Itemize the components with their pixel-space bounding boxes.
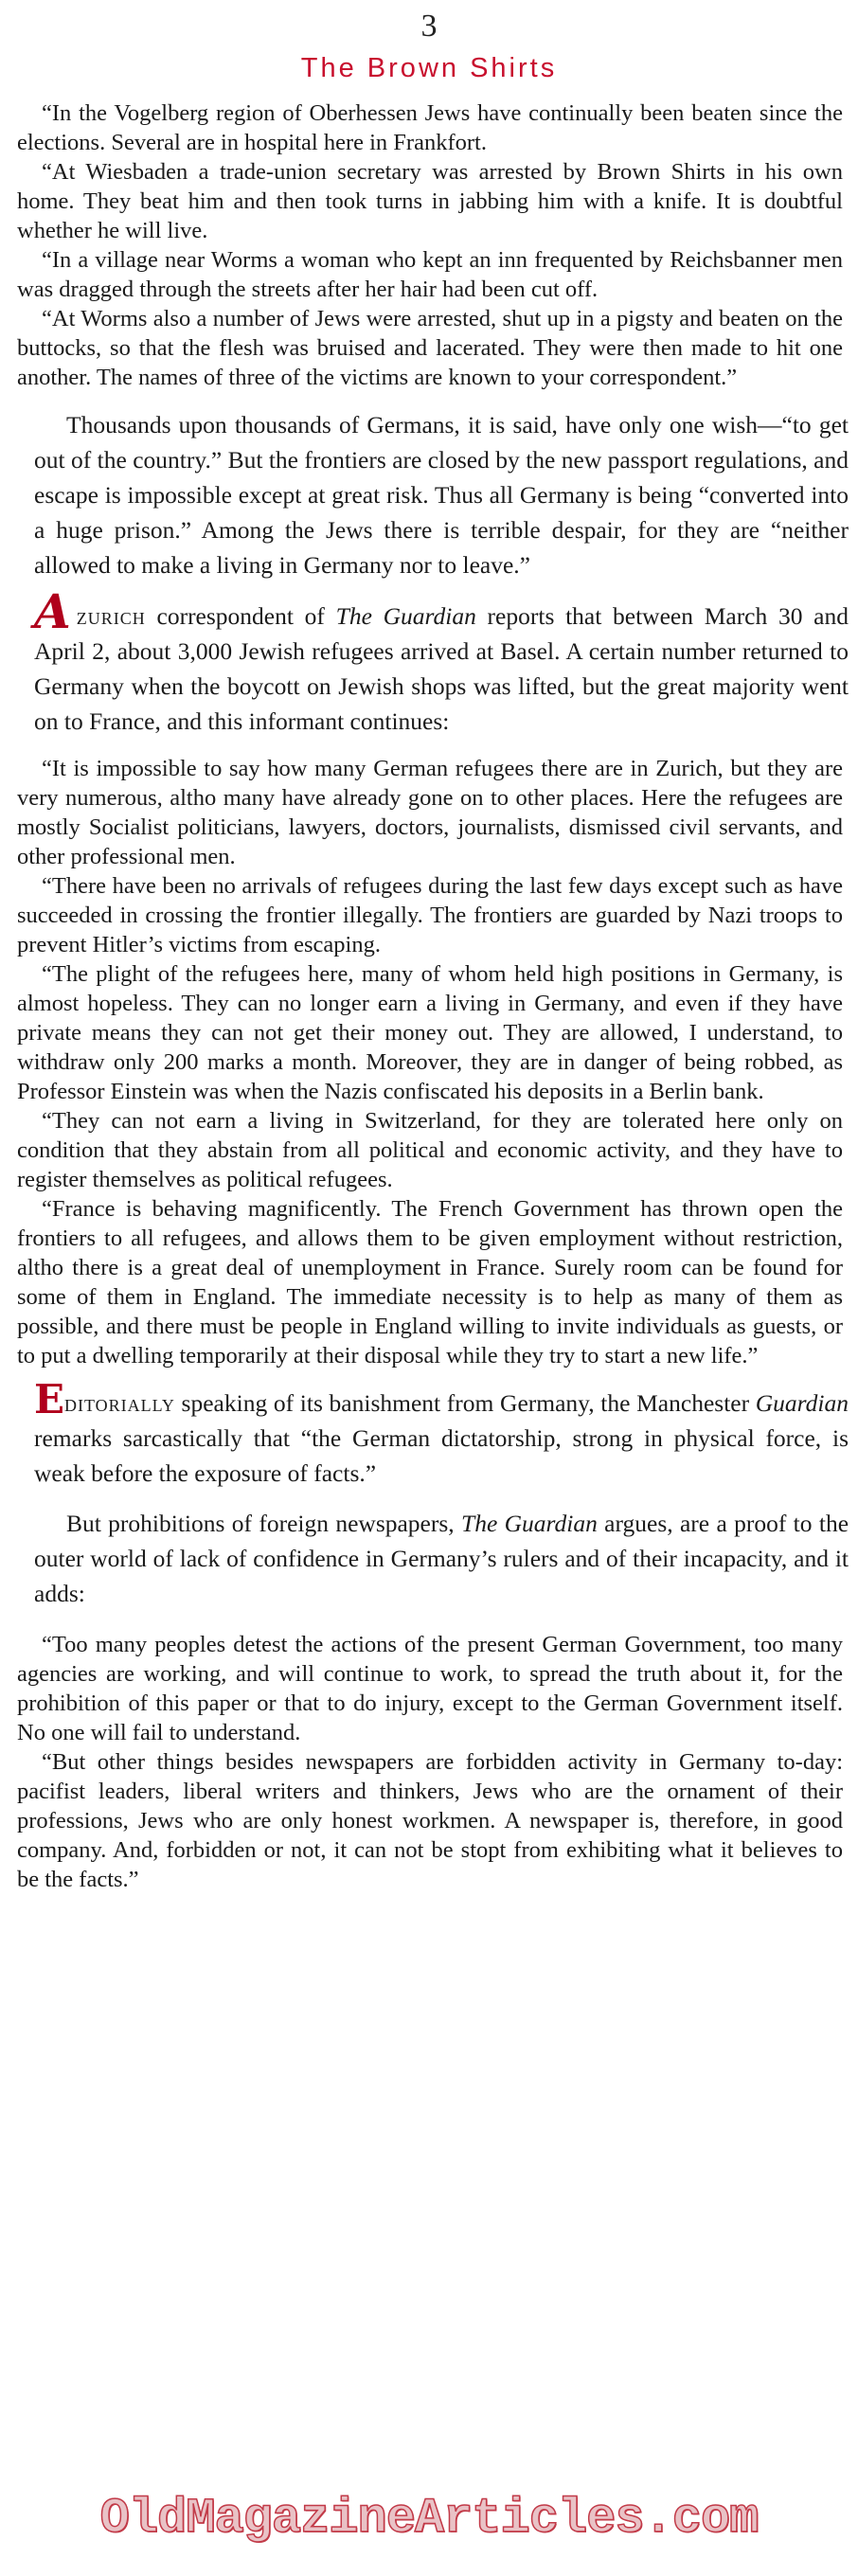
quote-paragraph: “The plight of the refugees here, many of whom held high positions in Germany, is almost hopeless. They can no longer earn a living in Germany, and even if they have private means they can not get their money out. They are allowed, I understand, to withdraw only 200 marks a month. Moreover, they are in danger of being robbed, as Professor Einstein was when the Nazis confiscated his deposits in a Berlin bank.: [17, 961, 843, 1104]
lead-smallcaps: ditorially: [64, 1389, 175, 1417]
site-watermark: OldMagazineArticles.com: [99, 2491, 759, 2547]
body-paragraph-escape: [11, 407, 849, 582]
body-paragraph-prohibitions: [11, 1506, 849, 1611]
section-title: The Brown Shirts: [300, 53, 558, 83]
quote-paragraph: “It is impossible to say how many German refugees there are in Zurich, but they are very numerous, altho many have already gone on to other places. Here the refugees are mostly Socialist politicians, lawyers, doctors, journalists, dismissed civil servants, and other professional men.: [17, 756, 843, 869]
drop-cap: A: [34, 583, 71, 639]
quote-paragraph: “At Worms also a number of Jews were arrested, shut up in a pigsty and beaten on the buttocks, so that the flesh was bruised and lacerated. They were then made to hit one another. The names of three of the victims are known to your correspondent.”: [17, 306, 843, 390]
quote-block-guardian: [17, 1630, 843, 1894]
text-run: speaking of its banishment from Germany, the Manchester: [174, 1389, 756, 1417]
page-number: 3: [420, 9, 438, 44]
quote-paragraph: “They can not earn a living in Switzerland, for they are tolerated here only on condition that they abstain from all political and economic activity, and they have to register themselves as political refugees.: [17, 1108, 843, 1192]
article-content: [11, 98, 849, 1894]
publication-name: The Guardian: [335, 602, 476, 630]
text-run: remarks sarcastically that “the German dictatorship, strong in physical force, is weak before the exposure of facts.”: [34, 1424, 849, 1487]
publication-name: The Guardian: [461, 1510, 598, 1537]
body-paragraph: [34, 583, 849, 739]
quote-paragraph: “Too many peoples detest the actions of the present German Government, too many agencies are working, and will continue to work, to spread the truth about it, for the prohibition of this paper or that to do injury, except to the German Government itself. No one will fail to understand.: [17, 1632, 843, 1745]
quote-paragraph: “But other things besides newspapers are forbidden activity in Germany to-day: pacifist leaders, liberal writers and thinkers, Jews who are the ornament of their professions, Jews who are only honest workmen. A newspaper is, therefore, in good company. And, forbidden or not, it can not be stopt from exhibiting what it believes to be the facts.”: [17, 1749, 843, 1892]
quote-paragraph: “At Wiesbaden a trade-union secretary was arrested by Brown Shirts in his own home. They beat him and then took turns in jabbing him with a knife. It is doubtful whether he will live.: [17, 159, 843, 243]
quote-block-atrocities: [17, 98, 843, 392]
text-run: But prohibitions of foreign newspapers,: [66, 1510, 462, 1537]
body-paragraph-zurich: [11, 583, 849, 739]
quote-paragraph: “In a village near Worms a woman who kept an inn frequented by Reichsbanner men was dragged through the streets after her hair had been cut off.: [17, 247, 843, 302]
quote-paragraph: “There have been no arrivals of refugees during the last few days except such as have succeeded in crossing the frontier illegally. The frontiers are guarded by Nazi troops to prevent Hitler’s victims from escaping.: [17, 873, 843, 957]
body-paragraph-editorially: [11, 1376, 849, 1491]
body-paragraph: Thousands upon thousands of Germans, it is said, have only one wish—“to get out of the country.” But the frontiers are closed by the new passport regulations, and escape is impossible except at great risk. Thus all Germany is being “converted into a huge prison.” Among the Jews there is terrible despair, for they are “neither allowed to make a living in Germany nor to leave.”: [34, 411, 849, 579]
body-paragraph: [34, 1376, 849, 1491]
text-run: correspondent of: [145, 602, 336, 630]
drop-cap: E: [34, 1376, 65, 1422]
body-paragraph: [34, 1506, 849, 1611]
text-run: reports that between March 30 and April 2, about 3,000 Jewish refugees arrived at Basel. A certain number returned to Germany when the boycott on Jewish shops was lifted, but the great majority went on to France, and this informant continues:: [34, 602, 849, 735]
publication-name: Guardian: [755, 1389, 849, 1417]
quote-paragraph: “In the Vogelberg region of Oberhessen Jews have continually been beaten since the elections. Several are in hospital here in Frankfort.: [17, 100, 843, 155]
quote-paragraph: “France is behaving magnificently. The French Government has thrown open the frontiers to all refugees, and allows them to be given employment without restriction, altho there is a great deal of unemployment in France. Surely room can be found for some of them in England. The immediate necessity is to help as many of them as possible, and there must be people in England willing to invite individuals as guests, or to put a dwelling temporarily at their disposal while they try to start a new life.”: [17, 1196, 843, 1368]
text-run: argues, are a proof to the outer world of lack of confidence in Germany’s rulers and of their incapacity, and it adds:: [34, 1510, 849, 1607]
quote-block-refugees: [17, 754, 843, 1370]
lead-smallcaps: zurich: [76, 602, 146, 630]
